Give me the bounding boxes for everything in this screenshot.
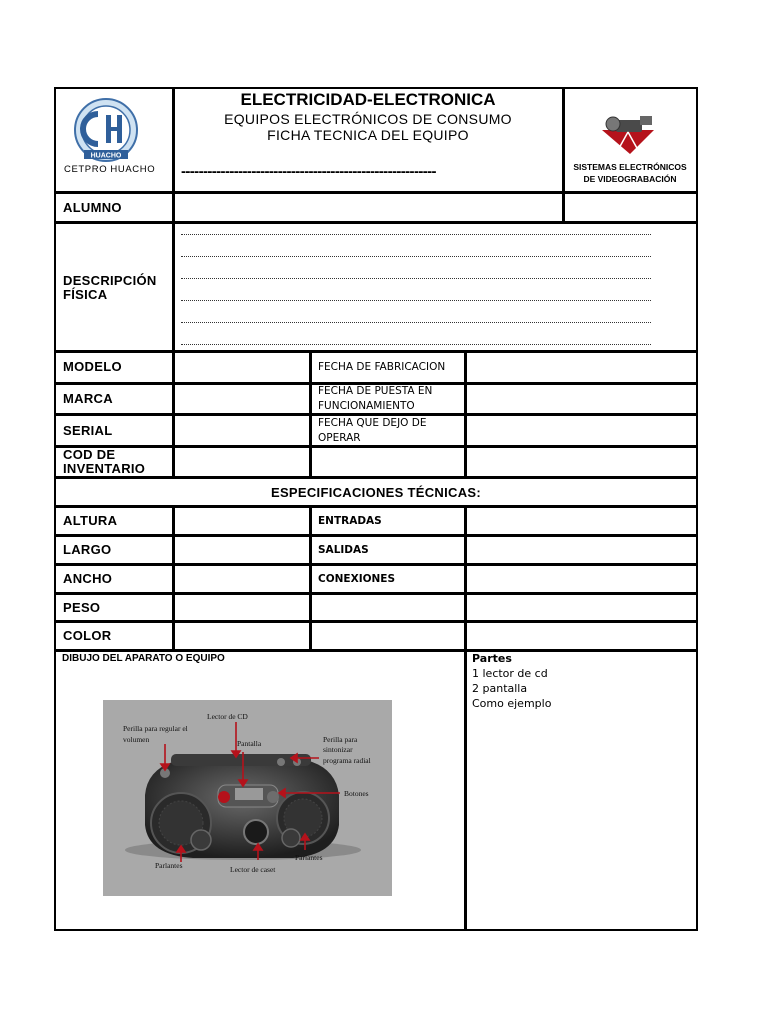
- largo-field[interactable]: [175, 537, 308, 562]
- color-field[interactable]: [175, 623, 308, 648]
- divider: [309, 350, 312, 478]
- altura-field[interactable]: [175, 508, 308, 533]
- photo-label: Botones: [344, 789, 369, 798]
- divider: [54, 592, 696, 595]
- photo-label: programa radial: [323, 756, 371, 765]
- photo-label: sintonizar: [323, 745, 353, 754]
- writing-line: [181, 322, 651, 323]
- partes-heading: Partes: [472, 652, 512, 665]
- color-label: COLOR: [63, 628, 112, 643]
- photo-label: Parlantes: [295, 853, 323, 862]
- conexiones-field[interactable]: [467, 566, 693, 591]
- photo-label: Pantalla: [237, 739, 262, 748]
- descripcion-label: FÍSICA: [63, 287, 108, 302]
- divider: [54, 476, 696, 479]
- cetpro-logo-icon: [70, 98, 142, 164]
- partes-item: 1 lector de cd: [472, 667, 548, 680]
- salidas-label: SALIDAS: [318, 544, 369, 556]
- fecha-dejo-label: OPERAR: [318, 432, 361, 444]
- writing-line: [181, 234, 651, 235]
- cod-inventario-label: INVENTARIO: [63, 461, 146, 476]
- divider: [54, 620, 696, 623]
- divider: [54, 649, 696, 652]
- partes-item: 2 pantalla: [472, 682, 528, 695]
- divider: [562, 87, 565, 223]
- writing-line: [181, 344, 651, 345]
- subtitle: FICHA TECNICA DEL EQUIPO: [267, 127, 469, 143]
- boombox-photo-icon: [103, 700, 392, 896]
- ancho-field[interactable]: [175, 566, 308, 591]
- conexiones-label: CONEXIONES: [318, 573, 396, 585]
- page-title: ELECTRICIDAD-ELECTRONICA: [240, 90, 496, 109]
- largo-label: LARGO: [63, 542, 112, 557]
- photo-label: Perilla para regular el: [123, 724, 188, 733]
- descripcion-label: DESCRIPCIÓN: [63, 273, 157, 288]
- altura-label: ALTURA: [63, 513, 118, 528]
- fecha-fabricacion-field[interactable]: [467, 353, 693, 381]
- fecha-puesta-label: FUNCIONAMIENTO: [318, 400, 415, 412]
- fecha-puesta-label: FECHA DE PUESTA EN: [318, 385, 433, 397]
- logo-videograbacion: [600, 110, 660, 156]
- right-caption: DE VIDEOGRABACIÓN: [583, 174, 677, 184]
- writing-line: [181, 300, 651, 301]
- serial-label: SERIAL: [63, 423, 113, 438]
- photo-label: Lector de caset: [230, 865, 276, 874]
- photo-label: Lector de CD: [207, 712, 248, 721]
- marca-label: MARCA: [63, 391, 113, 406]
- fecha-dejo-field[interactable]: [467, 416, 693, 444]
- modelo-label: MODELO: [63, 359, 122, 374]
- peso-label: PESO: [63, 600, 101, 615]
- specs-heading: ESPECIFICACIONES TÉCNICAS:: [270, 485, 482, 500]
- name-blank-line: ----------------------------------------------------------: [181, 163, 436, 180]
- partes-item: Como ejemplo: [472, 697, 552, 710]
- logo-cetpro: [70, 98, 142, 164]
- right-caption: SISTEMAS ELECTRÓNICOS: [573, 162, 687, 172]
- fecha-puesta-field[interactable]: [467, 385, 693, 412]
- peso-field[interactable]: [175, 595, 308, 619]
- device-photo: [103, 700, 392, 896]
- writing-line: [181, 256, 651, 257]
- serial-field[interactable]: [175, 416, 308, 444]
- logo-text: HUACHO: [90, 152, 122, 160]
- photo-label: Parlantes: [155, 861, 183, 870]
- divider: [54, 445, 696, 448]
- left-caption: CETPRO HUACHO: [64, 164, 156, 175]
- camera-tripod-icon: [600, 110, 660, 156]
- cod-inventario-field[interactable]: [175, 448, 308, 475]
- subtitle: EQUIPOS ELECTRÓNICOS DE CONSUMO: [224, 111, 512, 127]
- divider: [309, 505, 312, 651]
- fecha-dejo-label: FECHA QUE DEJO DE: [318, 417, 427, 429]
- descripcion-field[interactable]: [175, 224, 693, 349]
- alumno-field[interactable]: [175, 194, 561, 220]
- modelo-field[interactable]: [175, 353, 308, 381]
- cod-inventario-label: COD DE: [63, 447, 116, 462]
- fecha-fabricacion-label: FECHA DE FABRICACION: [318, 361, 446, 373]
- writing-line: [181, 278, 651, 279]
- photo-label: Perilla para: [323, 735, 358, 744]
- entradas-label: ENTRADAS: [318, 515, 382, 527]
- salidas-field[interactable]: [467, 537, 693, 562]
- photo-label: volumen: [123, 735, 150, 744]
- ancho-label: ANCHO: [63, 571, 113, 586]
- alumno-label: ALUMNO: [63, 200, 122, 215]
- dibujo-label: DIBUJO DEL APARATO O EQUIPO: [62, 653, 225, 664]
- entradas-field[interactable]: [467, 508, 693, 533]
- marca-field[interactable]: [175, 385, 308, 412]
